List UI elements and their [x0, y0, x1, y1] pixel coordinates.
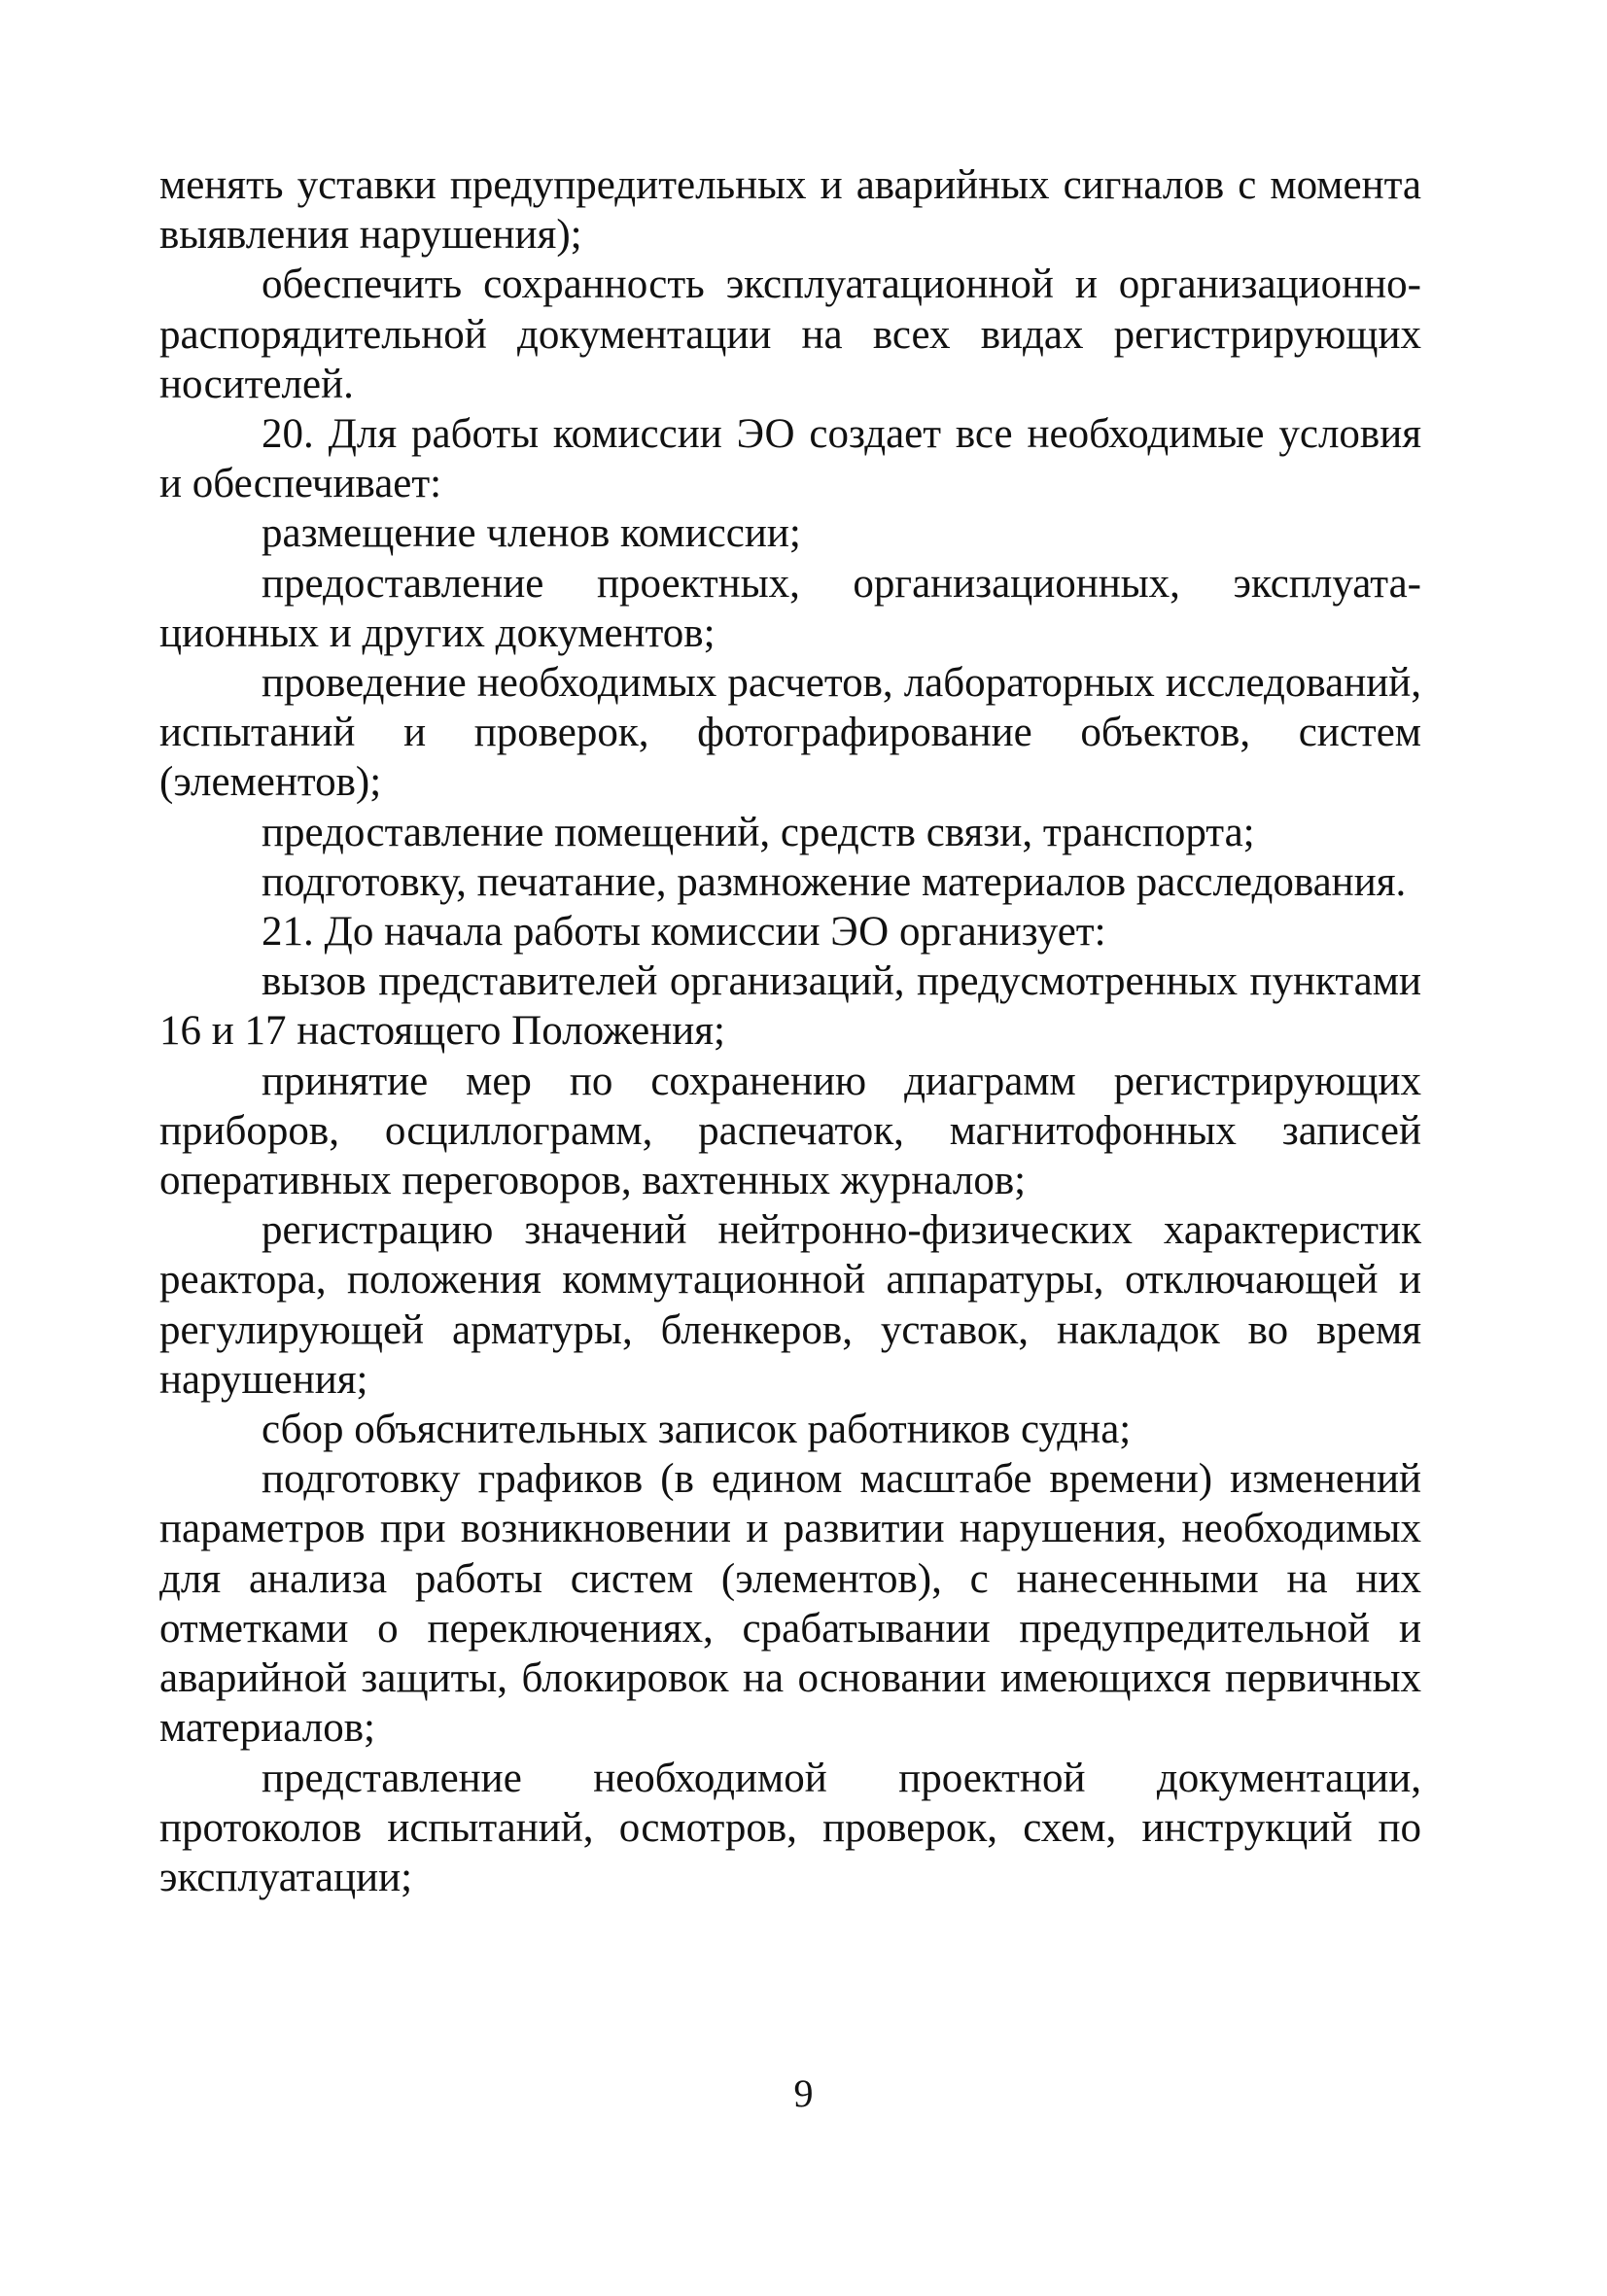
paragraph-project-docs: представление необходимой проектной документации, протоколов испытаний, осмотров, проверок, схем, инструкций по эксплуатации;	[159, 1755, 1421, 1900]
paragraph-item-20: 20. Для работы комиссии ЭО создает все необходимые условия и обеспечивает:	[159, 411, 1421, 507]
paragraph-documents-provision: предоставление проектных, организационных, эксплуатационных и других документов;	[159, 560, 1421, 656]
paragraph-graphs: подготовку графиков (в едином масштабе времени) изменений параметров при возникновении и развитии нарушения, необходимых для анализа работы систем (элементов), с нанесенными на них отметками о переключениях, срабатывании предупредительной и аварийной защиты, блокировок на основании имеющихся первичных материалов;	[159, 1456, 1421, 1752]
paragraph-printing: подготовку, печатание, размножение материалов расследования.	[262, 858, 1407, 905]
body-text	[159, 160, 1421, 1902]
paragraph-explanatory-notes: сбор объяснительных записок работников судна;	[262, 1407, 1132, 1453]
paragraph-calculations: проведение необходимых расчетов, лабораторных исследований, испытаний и проверок, фотографирование объектов, систем (элементов);	[159, 660, 1421, 806]
paragraph-premises: предоставление помещений, средств связи, транспорта;	[262, 809, 1255, 855]
paragraph-documentation-safety: обеспечить сохранность эксплуатационной и организационно-распорядительной документации на всех видах регистрирующих носителей.	[159, 261, 1421, 407]
paragraph-registration: регистрацию значений нейтронно-физических характеристик реактора, положения коммутационной аппаратуры, отключающей и регулирующей арматуры, бленкеров, уставок, накладок во время нарушения;	[159, 1207, 1421, 1403]
page-number: 9	[793, 2071, 814, 2115]
paragraph-members-placement: размещение членов комиссии;	[262, 510, 801, 557]
paragraph-item-21: 21. До начала работы комиссии ЭО организует:	[262, 909, 1106, 956]
paragraph-continuation: менять уставки предупредительных и аварийных сигналов с момента выявления нарушения);	[159, 162, 1421, 259]
paragraph-representatives: вызов представителей организаций, предусмотренных пунктами 16 и 17 настоящего Положения;	[159, 958, 1421, 1055]
paragraph-diagrams: принятие мер по сохранению диаграмм регистрирующих приборов, осциллограмм, распечаток, магнитофонных записей оперативных переговоров, вахтенных журналов;	[159, 1058, 1421, 1204]
